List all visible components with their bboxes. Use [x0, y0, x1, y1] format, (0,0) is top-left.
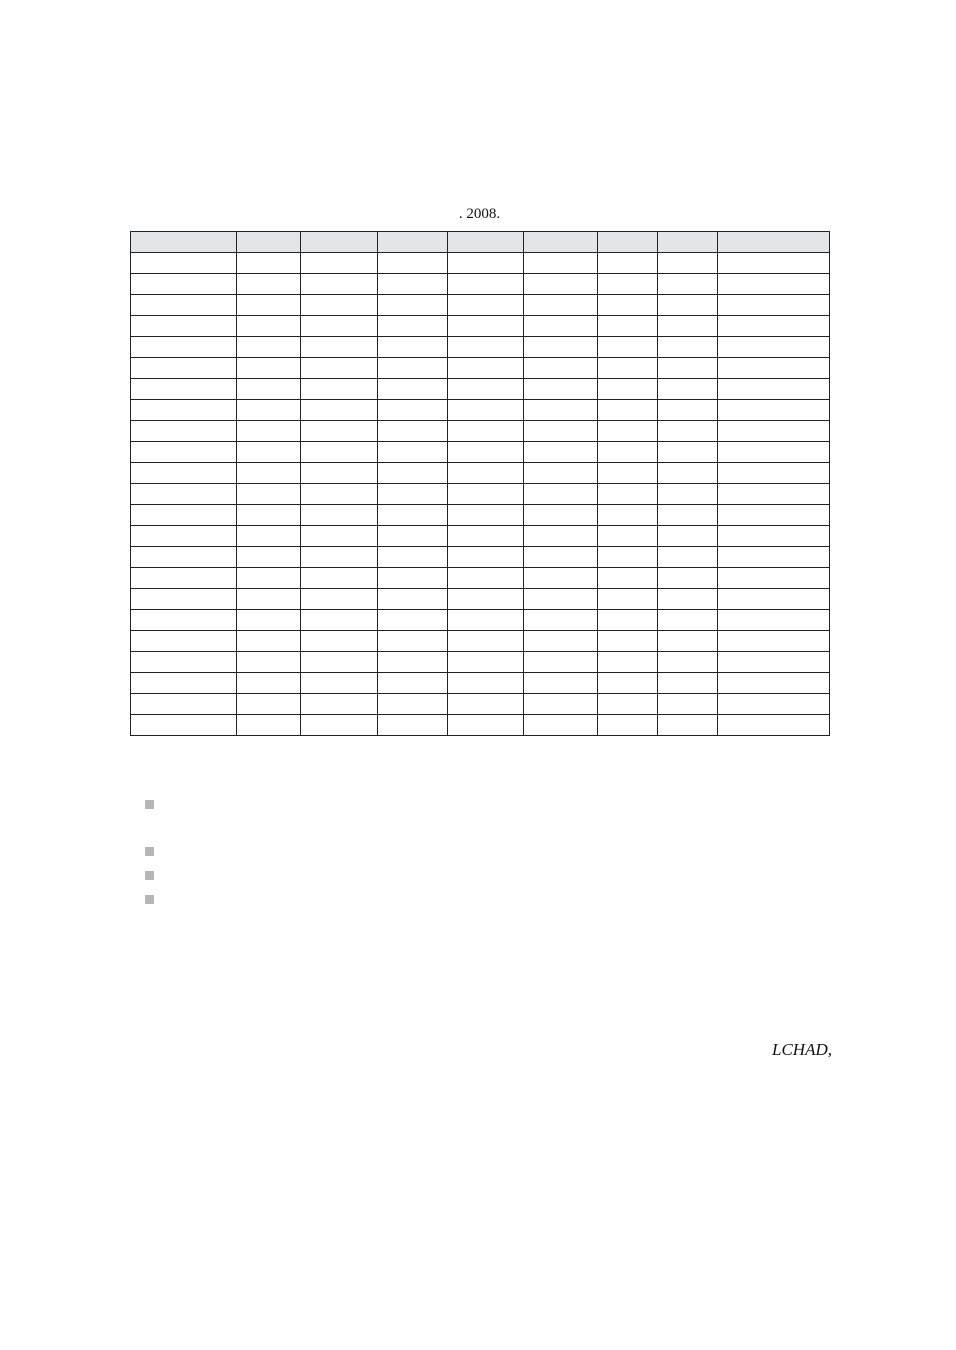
table-cell	[598, 421, 658, 442]
table-cell	[301, 379, 378, 400]
table-cell	[658, 673, 718, 694]
table-cell	[237, 715, 301, 736]
table-row	[131, 379, 830, 400]
table-cell	[598, 547, 658, 568]
table-cell	[237, 253, 301, 274]
table-cell	[448, 568, 524, 589]
table-row	[131, 547, 830, 568]
table-cell	[378, 673, 448, 694]
table-cell	[301, 484, 378, 505]
table-row	[131, 568, 830, 589]
table-cell	[598, 610, 658, 631]
table-cell	[658, 505, 718, 526]
table-cell	[301, 274, 378, 295]
table-cell	[598, 295, 658, 316]
table-cell	[524, 589, 598, 610]
table-header-cell	[378, 232, 448, 253]
table-cell	[448, 694, 524, 715]
table-row	[131, 652, 830, 673]
table-cell	[131, 673, 237, 694]
table-row	[131, 295, 830, 316]
table-cell	[718, 631, 830, 652]
table-cell	[524, 568, 598, 589]
table-cell	[378, 610, 448, 631]
table-cell	[237, 652, 301, 673]
table-cell	[524, 295, 598, 316]
table-cell	[448, 442, 524, 463]
table-cell	[524, 316, 598, 337]
table-cell	[237, 421, 301, 442]
table-cell	[301, 694, 378, 715]
table-cell	[598, 505, 658, 526]
table-cell	[658, 610, 718, 631]
bullet-item	[145, 871, 155, 881]
table-cell	[448, 631, 524, 652]
table-cell	[131, 505, 237, 526]
table-cell	[524, 379, 598, 400]
table-cell	[718, 547, 830, 568]
table-cell	[658, 421, 718, 442]
table-cell	[131, 568, 237, 589]
table-cell	[658, 694, 718, 715]
table-cell	[718, 715, 830, 736]
table-cell	[237, 358, 301, 379]
table-header-cell	[598, 232, 658, 253]
table-cell	[378, 442, 448, 463]
table-cell	[237, 631, 301, 652]
table-cell	[718, 484, 830, 505]
table-cell	[131, 337, 237, 358]
table-cell	[524, 610, 598, 631]
table-cell	[131, 484, 237, 505]
table-cell	[448, 547, 524, 568]
table-header-row	[131, 232, 830, 253]
table-row	[131, 589, 830, 610]
table-cell	[718, 673, 830, 694]
table-cell	[448, 421, 524, 442]
table-cell	[524, 547, 598, 568]
table-cell	[524, 253, 598, 274]
table-cell	[718, 253, 830, 274]
table-cell	[718, 505, 830, 526]
bullet-square-icon	[145, 847, 154, 856]
table-cell	[598, 589, 658, 610]
table-cell	[131, 526, 237, 547]
table-cell	[598, 568, 658, 589]
table-cell	[524, 673, 598, 694]
table-cell	[598, 316, 658, 337]
table-cell	[598, 463, 658, 484]
table-row	[131, 337, 830, 358]
table-cell	[448, 505, 524, 526]
table-row	[131, 400, 830, 421]
table-cell	[718, 526, 830, 547]
table-cell	[524, 715, 598, 736]
table-cell	[237, 505, 301, 526]
table-cell	[718, 652, 830, 673]
table-cell	[718, 442, 830, 463]
table-row	[131, 505, 830, 526]
table-cell	[718, 358, 830, 379]
table-cell	[598, 400, 658, 421]
table-cell	[718, 379, 830, 400]
table-cell	[301, 442, 378, 463]
table-cell	[131, 421, 237, 442]
table-cell	[237, 526, 301, 547]
table-cell	[378, 547, 448, 568]
table-cell	[598, 379, 658, 400]
table-row	[131, 610, 830, 631]
table-cell	[237, 694, 301, 715]
table-cell	[718, 316, 830, 337]
table-cell	[301, 400, 378, 421]
table-cell	[378, 715, 448, 736]
table-cell	[301, 631, 378, 652]
table-cell	[598, 526, 658, 547]
table-cell	[131, 358, 237, 379]
table-cell	[378, 274, 448, 295]
table-cell	[598, 715, 658, 736]
table-cell	[378, 316, 448, 337]
table-cell	[448, 589, 524, 610]
bullet-square-icon	[145, 800, 154, 809]
table-cell	[237, 295, 301, 316]
table-cell	[237, 400, 301, 421]
table-row	[131, 484, 830, 505]
table-row	[131, 526, 830, 547]
table-cell	[524, 442, 598, 463]
table-cell	[448, 295, 524, 316]
table-cell	[131, 316, 237, 337]
table-header-cell	[131, 232, 237, 253]
table-cell	[131, 400, 237, 421]
table-cell	[378, 484, 448, 505]
table-cell	[301, 589, 378, 610]
table-cell	[237, 463, 301, 484]
table-cell	[301, 652, 378, 673]
table-cell	[131, 715, 237, 736]
table-cell	[301, 463, 378, 484]
table-row	[131, 358, 830, 379]
table-cell	[378, 337, 448, 358]
table-cell	[448, 673, 524, 694]
table-cell	[718, 568, 830, 589]
table-cell	[131, 274, 237, 295]
table-cell	[658, 484, 718, 505]
table-row	[131, 274, 830, 295]
table-header-cell	[658, 232, 718, 253]
table-cell	[598, 694, 658, 715]
table-cell	[448, 652, 524, 673]
table-cell	[598, 253, 658, 274]
table-cell	[658, 274, 718, 295]
bullet-item	[145, 800, 155, 810]
table-cell	[237, 589, 301, 610]
table-cell	[658, 715, 718, 736]
table-row	[131, 631, 830, 652]
table-cell	[131, 547, 237, 568]
table-cell	[598, 484, 658, 505]
table-cell	[718, 337, 830, 358]
table-cell	[658, 568, 718, 589]
table-cell	[448, 526, 524, 547]
table-cell	[237, 484, 301, 505]
table-cell	[448, 463, 524, 484]
table-cell	[598, 673, 658, 694]
table-cell	[131, 253, 237, 274]
table-row	[131, 253, 830, 274]
table-cell	[658, 463, 718, 484]
table-cell	[131, 442, 237, 463]
table-cell	[718, 400, 830, 421]
table-cell	[448, 379, 524, 400]
table-header-cell	[718, 232, 830, 253]
table-cell	[598, 631, 658, 652]
italic-term: LCHAD,	[772, 1040, 832, 1059]
table-header-cell	[524, 232, 598, 253]
table-row	[131, 421, 830, 442]
table-cell	[131, 589, 237, 610]
table-cell	[378, 253, 448, 274]
table-cell	[524, 421, 598, 442]
table-cell	[448, 316, 524, 337]
table-cell	[524, 463, 598, 484]
table-cell	[131, 295, 237, 316]
table-cell	[378, 568, 448, 589]
table-cell	[658, 652, 718, 673]
table-cell	[718, 463, 830, 484]
table-cell	[598, 358, 658, 379]
bullet-item	[145, 895, 155, 905]
table-body	[131, 253, 830, 736]
table-cell	[718, 589, 830, 610]
table-cell	[378, 652, 448, 673]
table-header-cell	[301, 232, 378, 253]
table-cell	[448, 610, 524, 631]
bullet-square-icon	[145, 895, 154, 904]
table-cell	[658, 526, 718, 547]
table-cell	[598, 652, 658, 673]
table-cell	[718, 295, 830, 316]
table-cell	[718, 421, 830, 442]
table-cell	[448, 358, 524, 379]
table-cell	[718, 694, 830, 715]
table-cell	[378, 589, 448, 610]
table-cell	[448, 715, 524, 736]
table-cell	[448, 337, 524, 358]
table-cell	[598, 274, 658, 295]
table-cell	[378, 631, 448, 652]
table-cell	[658, 253, 718, 274]
table-cell	[301, 253, 378, 274]
table-cell	[658, 589, 718, 610]
table-cell	[718, 274, 830, 295]
bullet-item	[145, 847, 155, 857]
table-cell	[378, 463, 448, 484]
table-cell	[658, 337, 718, 358]
table-cell	[658, 295, 718, 316]
table-cell	[378, 421, 448, 442]
table-cell	[301, 610, 378, 631]
table-row	[131, 694, 830, 715]
table-cell	[131, 379, 237, 400]
table-cell	[448, 484, 524, 505]
table-cell	[237, 442, 301, 463]
table-cell	[131, 694, 237, 715]
table-cell	[301, 295, 378, 316]
table-cell	[448, 253, 524, 274]
table-cell	[598, 442, 658, 463]
table-cell	[378, 694, 448, 715]
table-cell	[658, 631, 718, 652]
table-header-cell	[237, 232, 301, 253]
table-cell	[301, 337, 378, 358]
table-cell	[301, 358, 378, 379]
table-cell	[301, 421, 378, 442]
table-cell	[448, 400, 524, 421]
table-cell	[131, 463, 237, 484]
table-cell	[524, 526, 598, 547]
table-row	[131, 316, 830, 337]
table-cell	[378, 400, 448, 421]
table-cell	[131, 631, 237, 652]
table-cell	[237, 547, 301, 568]
table-header-cell	[448, 232, 524, 253]
table-caption: . 2008.	[458, 206, 501, 222]
table-cell	[378, 526, 448, 547]
table-cell	[658, 400, 718, 421]
table-cell	[237, 673, 301, 694]
table-row	[131, 463, 830, 484]
table-cell	[301, 505, 378, 526]
table-row	[131, 442, 830, 463]
table-cell	[524, 358, 598, 379]
table-cell	[301, 568, 378, 589]
table-cell	[378, 505, 448, 526]
table-cell	[301, 673, 378, 694]
table-cell	[524, 505, 598, 526]
table-cell	[378, 358, 448, 379]
table-cell	[237, 610, 301, 631]
data-table	[130, 231, 830, 736]
table-cell	[598, 337, 658, 358]
table-row	[131, 673, 830, 694]
table-cell	[301, 526, 378, 547]
table-cell	[524, 274, 598, 295]
table-cell	[237, 316, 301, 337]
table-header	[131, 232, 830, 253]
table-cell	[237, 379, 301, 400]
table-cell	[237, 337, 301, 358]
table-cell	[718, 610, 830, 631]
table-cell	[658, 358, 718, 379]
table-cell	[524, 484, 598, 505]
table-cell	[131, 652, 237, 673]
table-cell	[378, 295, 448, 316]
table-cell	[301, 715, 378, 736]
table-cell	[658, 379, 718, 400]
table-cell	[524, 337, 598, 358]
table-cell	[131, 610, 237, 631]
table-cell	[658, 316, 718, 337]
table-cell	[658, 442, 718, 463]
table-cell	[378, 379, 448, 400]
table-cell	[448, 274, 524, 295]
table-cell	[524, 631, 598, 652]
table-cell	[524, 652, 598, 673]
table-row	[131, 715, 830, 736]
table-cell	[301, 547, 378, 568]
table-cell	[524, 694, 598, 715]
bullet-square-icon	[145, 871, 154, 880]
table-cell	[658, 547, 718, 568]
table-cell	[237, 274, 301, 295]
table-cell	[301, 316, 378, 337]
table-cell	[524, 400, 598, 421]
table-cell	[237, 568, 301, 589]
